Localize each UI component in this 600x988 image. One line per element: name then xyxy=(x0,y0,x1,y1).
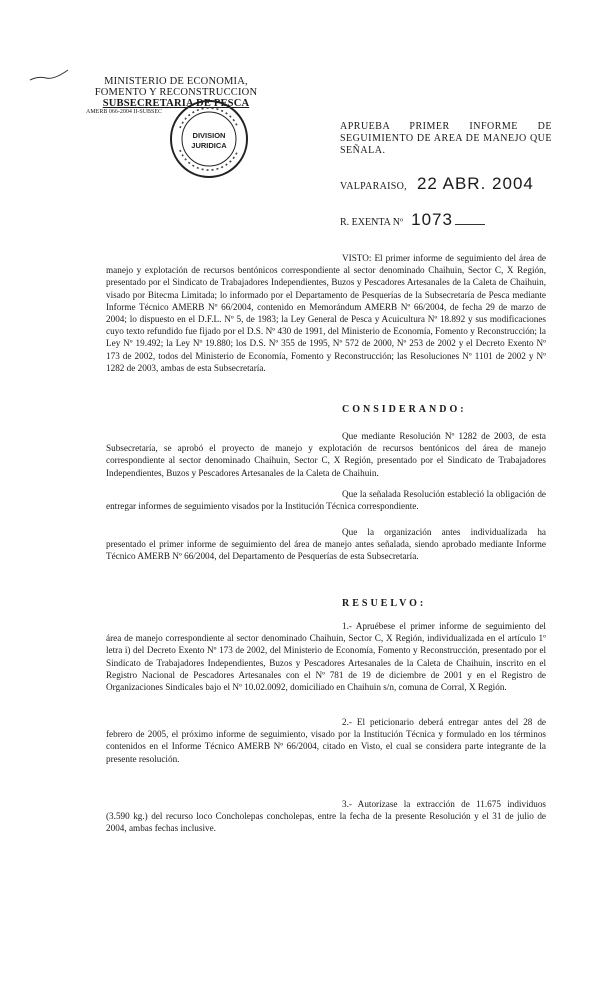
stamp-line-2: JURIDICA xyxy=(191,141,227,150)
ministry-line-1: MINISTERIO DE ECONOMIA, xyxy=(104,76,248,87)
resuelvo-paragraph-2: 2.- El peticionario deberá entregar antes del 28 de febrero de 2005, el próximo informe de seguimiento, visado por la Institución Técnica y formulado en los términos contenidos en el Informe Técnico AMERB Nº 66/2004, citado en Visto, el cual se considera parte integrante de la presente resolución. xyxy=(106,717,546,764)
resuelvo-paragraph-3: 3.- Autorízase la extracción de 11.675 individuos (3.590 kg.) del recurso loco Concholepas concholepas, entre la fecha de la presente Resolución y el 31 de julio de 2004, ambas fechas inclusive. xyxy=(106,799,546,834)
resolution-label: R. EXENTA Nº xyxy=(340,217,404,228)
reference-code: AMERB 066-2004 II-SUBSEC xyxy=(86,109,163,115)
ministry-line-2: FOMENTO Y RECONSTRUCCION xyxy=(94,87,258,98)
date-line xyxy=(340,174,534,194)
considerando-paragraph-1: Que mediante Resolución Nº 1282 de 2003, de esta Subsecretaría, se aprobó el proyecto de manejo y explotación de recursos bentónicos del área de manejo correspondiente al sector denominado Chaihuin, Sector C, X Región, presentado por el Sindicato de Trabajadores Independientes, Buzos y Pescadores Artesanales de la Caleta de Chaihuin. xyxy=(106,431,546,478)
resuelvo-paragraph-1: 1.- Apruébese el primer informe de seguimiento del área de manejo correspondiente al sector denominado Chaihuin, Sector C, X Región, individualizada en el artículo 1º letra i) del Decreto Exento Nº 173 de 2002, del Ministerio de Economía, Fomento y Reconstrucción, presentado por el Sindicato de Trabajadores Independientes, Buzos y Pescadores Artesanales de la Caleta de Chaihuin, inscrito en el Registro Nacional de Pescadores Artesanales con el Nº 781 de 19 de diciembre de 2001 y en el Registro de Organizaciones Sindicales bajo el Nº 10.02.0092, domiciliado en Chaihuin s/n, comuna de Corral, X Región. xyxy=(106,621,546,693)
subsecretaria-title: SUBSECRETARIA DE PESCA xyxy=(102,98,250,109)
handwritten-mark-icon xyxy=(28,66,72,86)
document-subject: APRUEBA PRIMER INFORME DE SEGUIMIENTO DE AREA DE MANEJO QUE SEÑALA. xyxy=(340,121,552,156)
considerando-heading: CONSIDERANDO: xyxy=(342,404,467,415)
resuelvo-heading: RESUELVO: xyxy=(342,598,427,609)
considerando-paragraph-3: Que la organización antes individualizada ha presentado el primer informe de seguimiento del área de manejo antes señalada, siendo aprobado mediante Informe Técnico AMERB Nº 66/2004, del Departamento de Pesquerías de esta Subsecretaría. xyxy=(106,527,546,562)
resolution-number: 1073 xyxy=(411,210,453,229)
considerando-paragraph-2: Que la señalada Resolución estableció la obligación de entregar informes de seguimiento visados por la Institución Técnica correspondiente. xyxy=(106,489,546,512)
date-place: VALPARAISO, xyxy=(340,181,407,192)
resolution-line xyxy=(340,210,485,230)
resolution-underline xyxy=(455,224,485,225)
visto-paragraph: VISTO: El primer informe de seguimiento del área de manejo y explotación de recursos bentónicos correspondiente al sector denominado Chaihuin, Sector C, X Región, presentado por el Sindicato de Trabajadores Independientes, Buzos y Pescadores Artesanales de la Caleta de Chaihuin, visado por Bitecma Limitada; lo informado por el Departamento de Pesquerías de la Subsecretaría de Pesca mediante Informe Técnico AMERB Nº 66/2004, contenido en Memorándum AMERB Nº 66/2004, de fecha 29 de marzo de 2004; lo dispuesto en el D.F.L. Nº 5, de 1983; la Ley General de Pesca y Acuicultura Nº 18.892 y sus modificaciones cuyo texto refundido fue fijado por el D.S. Nº 430 de 1991, del Ministerio de Economía, Fomento y Reconstrucción; la Ley Nº 19.492; la Ley Nº 19.880; los D.S. Nº 355 de 1995, Nº 572 de 2000, Nº 253 de 2002 y el Decreto Exento Nº 173 de 2002, todos del Ministerio de Economía, Fomento y Reconstrucción; las Resoluciones Nº 1101 de 2002 y Nº 1282 de 2003, ambas de esta Subsecretaría. xyxy=(106,253,546,373)
division-juridica-stamp xyxy=(168,98,250,180)
stamp-line-1: DIVISION xyxy=(192,131,226,140)
date-stamp: 22 ABR. 2004 xyxy=(416,174,534,193)
